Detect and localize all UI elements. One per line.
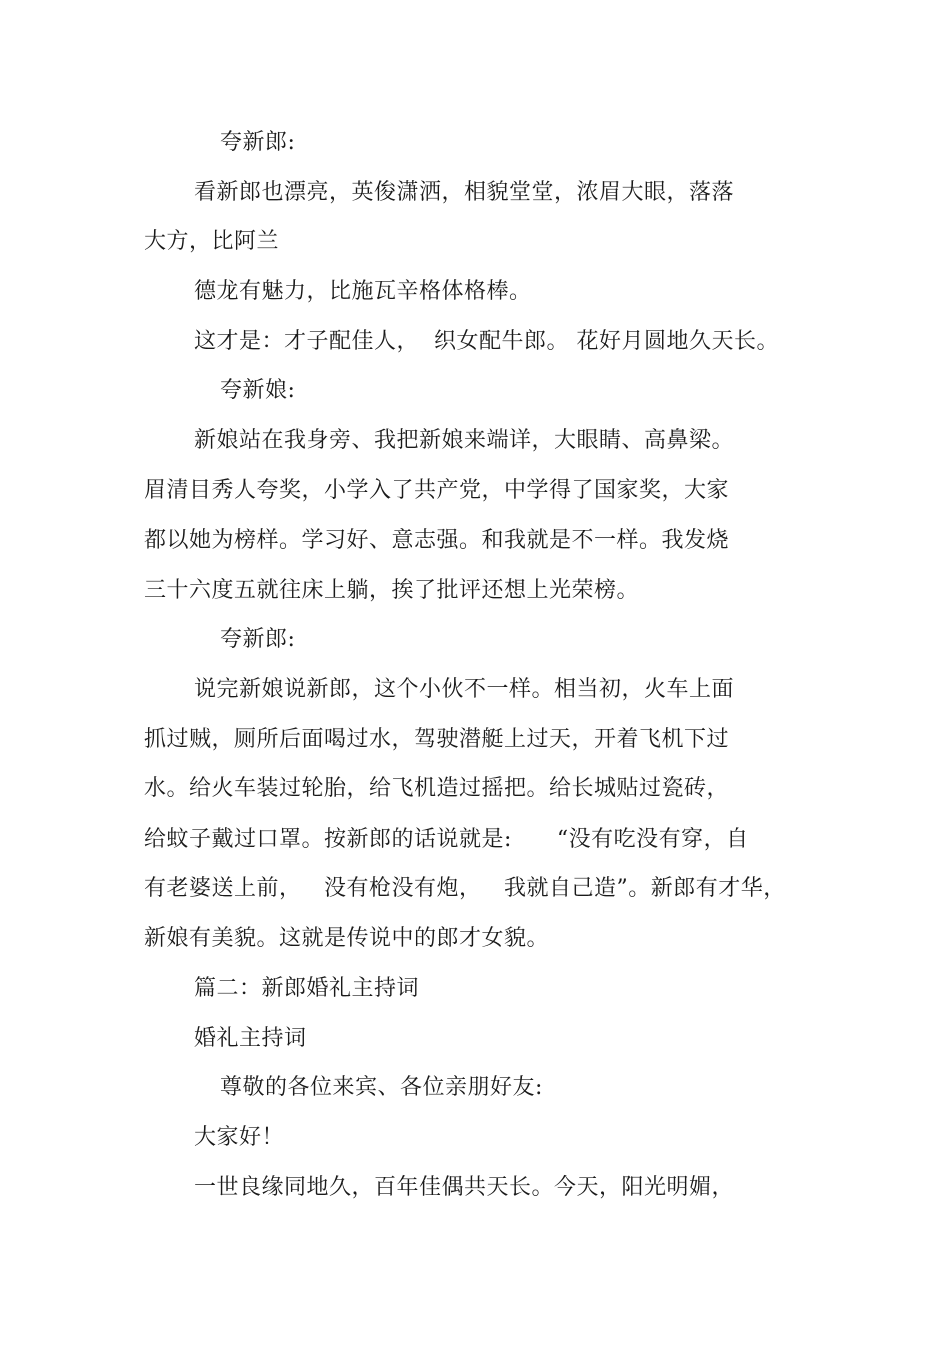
text-line: 都以她为榜样。学习好、意志强。和我就是不一样。我发烧	[144, 528, 730, 553]
text-line: 水。给火车装过轮胎，给飞机造过摇把。给长城贴过瓷砖，	[144, 776, 730, 801]
text-line: 一世良缘同地久，百年佳偶共天长。今天，阳光明媚，	[194, 1175, 735, 1200]
subtitle: 婚礼主持词	[194, 1026, 307, 1051]
text-line: 抓过贼，厕所后面喝过水，驾驶潜艇上过天，开着飞机下过	[144, 727, 730, 752]
section-heading-praise-groom: 夸新郎:	[220, 130, 296, 155]
text-line: 德龙有魅力，比施瓦辛格体格棒。	[194, 279, 532, 304]
text-line: 这才是：才子配佳人， 织女配牛郎。 花好月圆地久天长。	[194, 329, 779, 354]
text-line: 看新郎也漂亮，英俊潇洒，相貌堂堂，浓眉大眼，落落	[194, 180, 735, 205]
salutation: 尊敬的各位来宾、各位亲朋好友:	[220, 1075, 543, 1100]
text-line: 新娘站在我身旁、我把新娘来端详，大眼睛、高鼻梁。	[194, 428, 735, 453]
text-line: 三十六度五就往床上躺，挨了批评还想上光荣榜。	[144, 578, 640, 603]
text-line: 说完新娘说新郎，这个小伙不一样。相当初，火车上面	[194, 677, 735, 702]
greeting: 大家好！	[194, 1125, 285, 1150]
text-line: 给蚊子戴过口罩。按新郎的话说就是: “没有吃没有穿，自	[144, 827, 749, 852]
text-line: 新娘有美貌。这就是传说中的郎才女貌。	[144, 926, 550, 951]
text-line: 眉清目秀人夸奖，小学入了共产党，中学得了国家奖，大家	[144, 478, 730, 503]
text-line: 有老婆送上前， 没有枪没有炮， 我就自己造”。新郎有才华，	[144, 876, 786, 901]
chapter-title: 篇二：新郎婚礼主持词	[194, 976, 420, 1001]
text-line: 大方，比阿兰	[144, 229, 280, 254]
section-heading-praise-bride: 夸新娘:	[220, 378, 296, 403]
section-heading-praise-groom-2: 夸新郎:	[220, 627, 296, 652]
